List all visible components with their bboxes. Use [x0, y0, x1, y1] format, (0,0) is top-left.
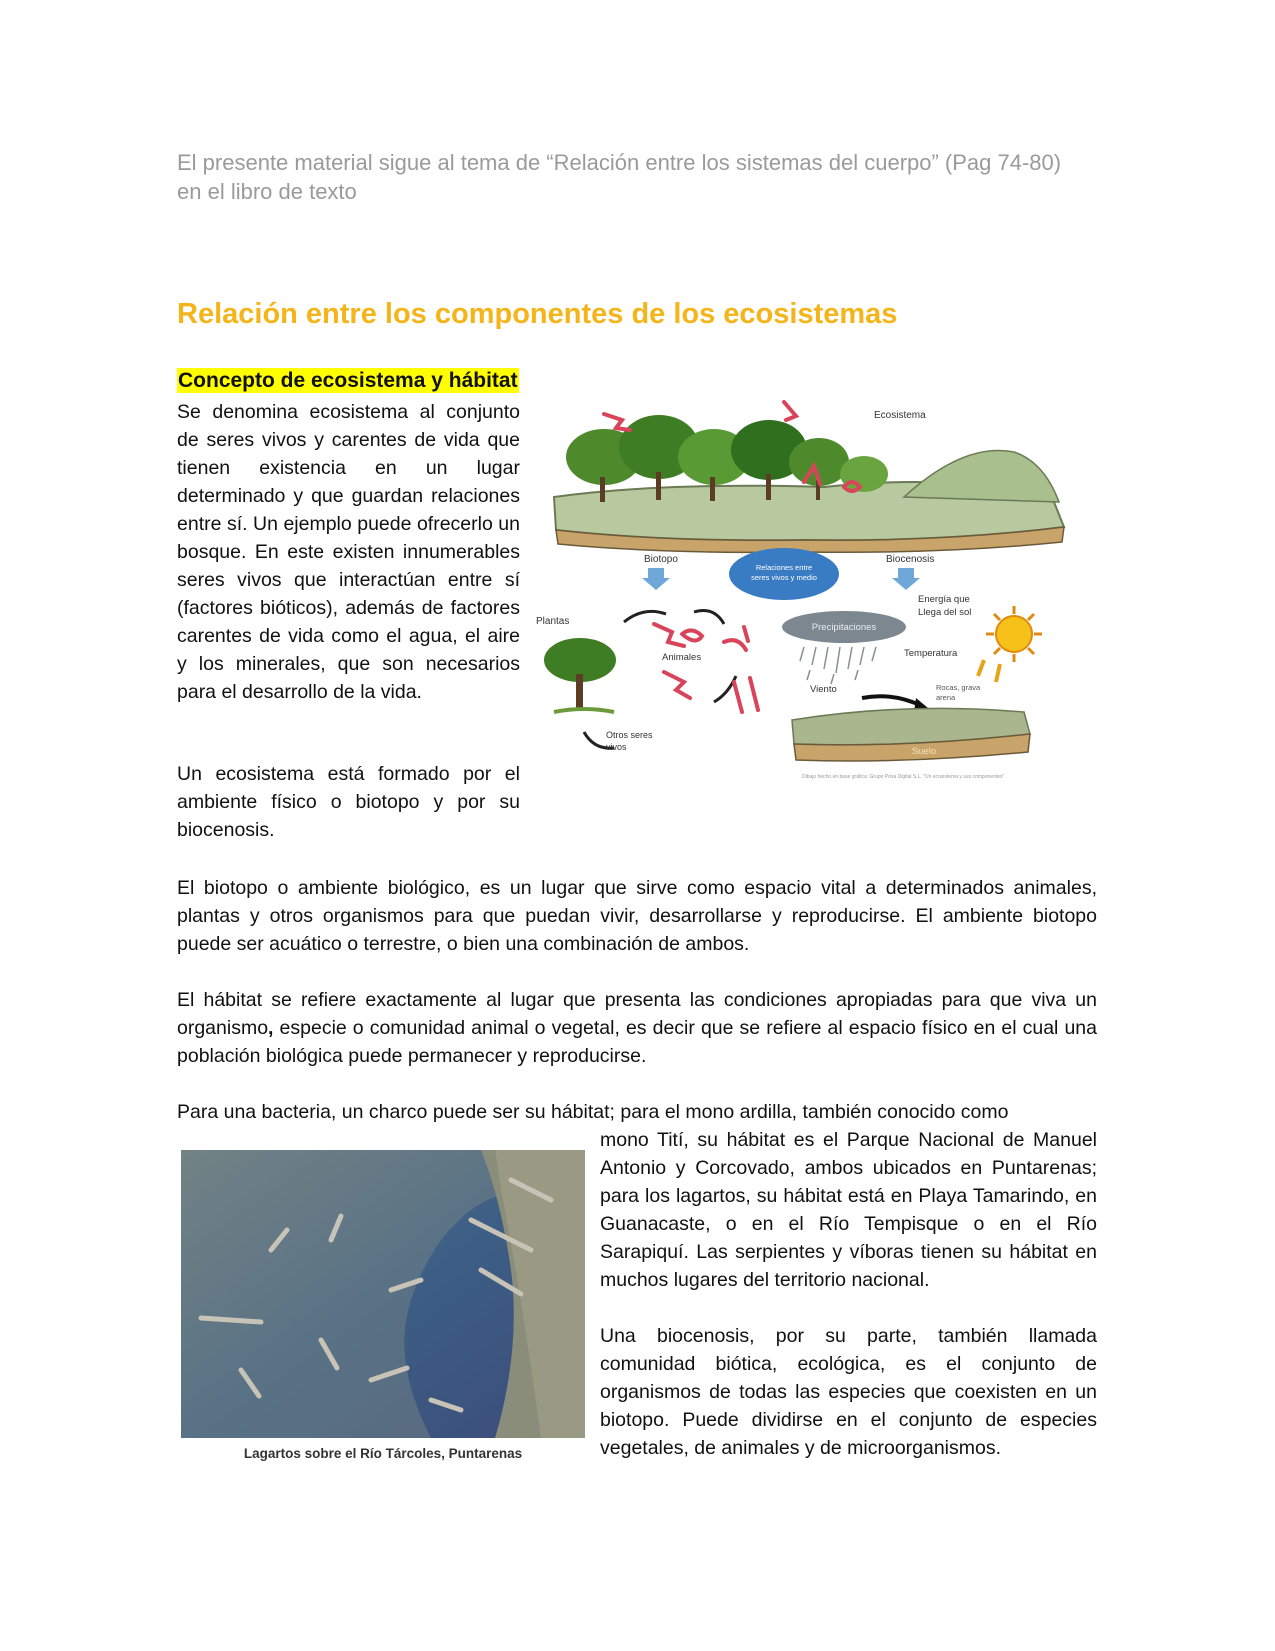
page-title: Relación entre los componentes de los ecosistemas: [177, 298, 898, 330]
paragraph-habitat-comma: ,: [268, 1017, 274, 1039]
diagram-label-ecosistema: Ecosistema: [874, 410, 926, 421]
diagram-label-otros-1: Otros seres: [606, 730, 653, 740]
section-heading: Concepto de ecosistema y hábitat: [178, 369, 518, 392]
paragraph-biocenosis: Una biocenosis, por su parte, también llamada comunidad biótica, ecológica, es el conjunto de organismos de todas las especies que coexisten en un biotopo. Puede dividirse en el conjunto de especies vegetales, de animales y de microorganismos.: [600, 1325, 1097, 1459]
paragraph-ecosystem-definition: Se denomina ecosistema al conjunto de seres vivos y carentes de vida que tienen existencia en un lugar determinado y que guardan relaciones entre sí. Un ejemplo puede ofrecerlo un bosque. En este existen innumerables seres vivos que interactúan entre sí (factores bióticos), además de factores carentes de vida como el agua, el aire y los minerales, que son necesarios para el desarrollo de la vida.: [177, 401, 520, 703]
diagram-label-energia-2: Llega del sol: [918, 607, 972, 618]
diagram-label-precipitaciones: Precipitaciones: [811, 622, 877, 633]
paragraph-habitat: [177, 986, 1097, 1070]
paragraph-biotopo: El biotopo o ambiente biológico, es un lugar que sirve como espacio vital a determinados animales, plantas y otros organismos para que puedan vivir, desarrollarse y reproducirse. El ambiente biotopo puede ser acuático o terrestre, o bien una combinación de ambos.: [177, 877, 1097, 955]
photo-caption: Lagartos sobre el Río Tárcoles, Puntarenas: [243, 1446, 523, 1461]
diagram-label-biotopo: Biotopo: [644, 554, 678, 565]
intro-line-2: en el libro de texto: [177, 179, 357, 204]
diagram-label-plantas: Plantas: [536, 616, 570, 627]
paragraph-habitat-examples-start: Para una bacteria, un charco puede ser su hábitat; para el mono ardilla, también conocido como: [177, 1101, 1009, 1123]
diagram-label-energia-1: Energía que: [918, 594, 970, 605]
paragraph-habitat-part-1: El hábitat se refiere exactamente al lugar que presenta las condiciones apropiadas para que viva un organismo: [177, 989, 1097, 1039]
paragraph-habitat-part-2: especie o comunidad animal o vegetal, es decir que se refiere al espacio físico en el cual una población biológica puede permanecer y reproducirse.: [177, 1017, 1097, 1067]
diagram-label-biocenosis: Biocenosis: [886, 554, 935, 565]
diagram-label-rocas-2: arena: [936, 693, 956, 702]
diagram-label-rocas-1: Rocas, grava: [936, 683, 981, 692]
paragraph-habitat-examples: mono Tití, su hábitat es el Parque Nacional de Manuel Antonio y Corcovado, ambos ubicados en Puntarenas; para los lagartos, su hábitat está en Playa Tamarindo, en Guanacaste, o en el Río Tempisque o en el Río Sarapiquí. Las serpientes y víboras tienen su hábitat en muchos lugares del territorio nacional.: [600, 1129, 1097, 1291]
diagram-credit: Dibujo hecho en base gráfica: Grupo Prisa Digital S.L. "Un ecosistema y sus componentes": [802, 774, 1005, 780]
diagram-label-relaciones-1: Relaciones entre: [755, 563, 813, 572]
diagram-label-otros-2: vivos: [606, 742, 627, 752]
ecosystem-diagram: [536, 402, 1099, 822]
crocodiles-photo: [181, 1150, 585, 1438]
intro-note: [177, 148, 1107, 206]
diagram-label-viento: Viento: [810, 684, 837, 695]
diagram-label-animales: Animales: [662, 652, 702, 663]
diagram-label-relaciones-2: seres vivos y medio: [751, 573, 817, 582]
diagram-label-temperatura: Temperatura: [904, 648, 958, 659]
intro-line-1: El presente material sigue al tema de “Relación entre los sistemas del cuerpo” (Pag 74-80): [177, 150, 1062, 175]
diagram-label-suelo: Suelo: [911, 746, 937, 757]
paragraph-ecosystem-components: Un ecosistema está formado por el ambiente físico o biotopo y por su biocenosis.: [177, 763, 520, 841]
